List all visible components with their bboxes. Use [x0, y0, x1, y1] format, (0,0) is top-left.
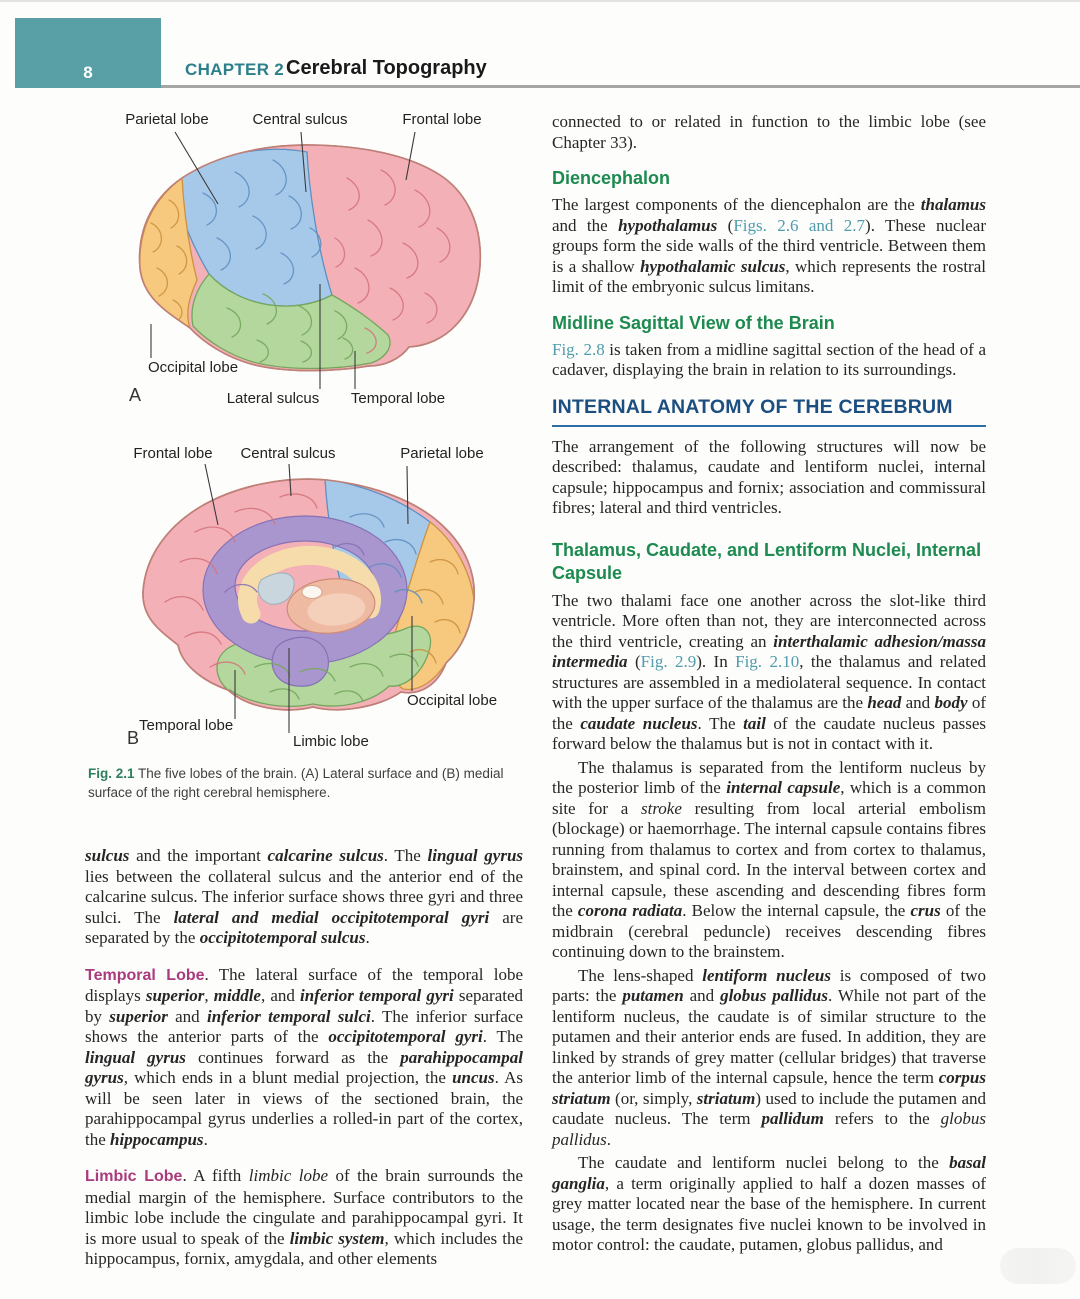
text-segment: separated by: [85, 986, 524, 1026]
text-segment: refers to the: [823, 1109, 941, 1128]
label-temporal-lobe-b: Temporal lobe: [139, 717, 234, 734]
paragraph-lentiform-nucleus: [552, 966, 986, 1151]
text-segment: , the thalamus and related structures are assembled in a mediolateral sequence. In contact with the upper surface of the thalamus are the: [552, 652, 987, 712]
text-segment: and: [167, 1006, 207, 1026]
text-segment: superior: [145, 986, 205, 1005]
heading-diencephalon: Diencephalon: [552, 168, 671, 188]
figure-cross-reference-link[interactable]: Fig. 2.8: [552, 339, 605, 359]
text-segment: inferior temporal gyri: [299, 986, 454, 1005]
text-segment: ). In: [696, 652, 736, 671]
text-segment: caudate nucleus: [580, 713, 698, 733]
text-segment: of the midbrain (cerebral peduncle) receives descending fibres continuing down to the brainstem.: [552, 901, 986, 961]
text-segment: basal ganglia: [552, 1153, 986, 1193]
text-segment: interthalamic adhesion/massa intermedia: [552, 631, 986, 671]
text-segment: ,: [204, 986, 214, 1005]
text-segment: limbic system: [289, 1228, 385, 1248]
text-segment: limbic lobe: [248, 1166, 328, 1185]
paragraph-lead-in: Limbic Lobe: [85, 1168, 183, 1185]
text-segment: calcarine sulcus: [267, 846, 384, 865]
text-segment: striatum: [696, 1088, 756, 1108]
text-segment: lentiform nucleus: [702, 965, 831, 985]
text-segment: and the: [552, 215, 619, 235]
label-frontal-lobe-b: Frontal lobe: [133, 445, 213, 462]
paragraph-sulcus-continuation: [85, 846, 523, 949]
text-segment: . As will be seen later in views of the sectioned brain, the parahippocampal gyrus underlies a rolled-in part of the cortex, the: [85, 1068, 523, 1149]
text-segment: , which is a common site for a: [552, 778, 986, 818]
figure-cross-reference-link[interactable]: Fig. 2.9: [640, 652, 697, 671]
text-segment: lateral and medial occipitotemporal gyri: [173, 907, 490, 927]
text-segment: and: [901, 693, 935, 712]
label-frontal-lobe: Frontal lobe: [402, 111, 482, 128]
text-segment: putamen: [622, 986, 684, 1005]
text-segment: . The: [383, 846, 428, 865]
label-parietal-lobe: Parietal lobe: [125, 111, 209, 128]
left-text-column: [85, 846, 523, 1286]
watermark: [1000, 1248, 1076, 1284]
label-limbic-lobe-b: Limbic lobe: [293, 733, 369, 750]
panel-letter-a: A: [129, 385, 142, 405]
label-lateral-sulcus: Lateral sulcus: [226, 390, 320, 407]
page-top-edge: [0, 0, 1080, 2]
heading-internal-anatomy: INTERNAL ANATOMY OF THE CEREBRUM: [552, 396, 986, 427]
paragraph-temporal-lobe: [85, 965, 523, 1151]
label-central-sulcus: Central sulcus: [252, 111, 348, 128]
text-segment: continues forward as the: [185, 1047, 401, 1067]
text-segment: . Below the internal capsule, the: [682, 901, 911, 920]
brain-medial: [143, 479, 474, 710]
text-segment: and the important: [129, 846, 268, 865]
text-segment: , which includes the hippocampus, fornix, amygdala, and other elements: [85, 1228, 524, 1268]
text-segment: occipitotemporal sulcus: [199, 928, 366, 947]
text-segment: . While not part of the lentiform nucleus, the caudate is of similar structure to the putamen and their anterior ends are fused. In addition, they are linked by strands of grey matter (cellular bridges) that traverse the anterior limb of the internal capsule, hence the term: [552, 986, 987, 1087]
paragraph-diencephalon: [552, 195, 986, 298]
header-rule: [15, 85, 1080, 88]
text-segment: .: [365, 928, 370, 947]
text-segment: hypothalamic sulcus: [640, 256, 786, 276]
label-central-sulcus-b: Central sulcus: [240, 445, 336, 462]
figure-a-lateral-brain-diagram: [85, 108, 535, 408]
text-segment: , a term originally applied to half a dozen masses of grey matter located near the base of the hemisphere. In current usage, the term designates five nuclei known to be involved in motor control: the caudate, putamen, globus pallidus, and: [552, 1173, 986, 1254]
paragraph-limbic-lobe: [85, 1166, 523, 1270]
text-segment: pallidum: [761, 1109, 824, 1128]
paragraph-lead-in: Temporal Lobe: [85, 966, 205, 984]
text-segment: occipitotemporal gyri: [328, 1027, 483, 1046]
text-segment: (: [717, 215, 734, 235]
text-segment: of the brain surrounds the medial margin of the hemisphere. Surface contributors to the limbic lobe include the cingulate and parahippocampal gyri. It is more usual to speak of the: [85, 1166, 524, 1248]
text-segment: sulcus: [85, 846, 130, 865]
text-segment: is composed of two parts: the: [552, 965, 987, 1005]
text-segment: parahippocampal gyrus: [85, 1047, 524, 1087]
text-segment: middle: [213, 986, 261, 1005]
text-segment: corpus striatum: [552, 1068, 986, 1108]
brain-lateral: [140, 145, 481, 371]
text-segment: of the: [552, 693, 986, 733]
text-segment: . The: [482, 1027, 523, 1046]
text-segment: , which ends in a blunt medial projection, the: [123, 1068, 453, 1087]
text-segment: corona radiata: [577, 901, 683, 920]
text-segment: . The lateral surface of the temporal lobe displays: [85, 964, 523, 1005]
text-segment: The lens-shaped: [578, 965, 703, 985]
text-segment: .: [606, 1129, 612, 1149]
text-segment: (: [627, 652, 641, 671]
figure-b-medial-brain-diagram: [85, 442, 535, 762]
text-segment: globus pallidus: [720, 986, 828, 1005]
text-segment: stroke: [640, 798, 682, 818]
text-segment: ) used to include the putamen and caudate nucleus. The term: [552, 1088, 986, 1128]
text-segment: The arrangement of the following structures will now be described: thalamus, caudate and lentiform nuclei, internal capsule; hippocampus and fornix; association and commissural fibres; lateral and third ventricles.: [552, 436, 986, 517]
label-temporal-lobe: Temporal lobe: [350, 390, 446, 407]
text-segment: The thalamus is separated from the lentiform nucleus by the posterior limb of the: [552, 757, 986, 797]
text-segment: inferior temporal sulci: [206, 1006, 371, 1026]
text-segment: lingual gyrus: [427, 846, 524, 865]
page-number: 8: [83, 63, 93, 82]
paragraph-midline: [552, 340, 986, 381]
paragraph-arrangement: [552, 437, 986, 519]
figure-cross-reference-link[interactable]: Fig. 2.10: [735, 652, 800, 671]
text-segment: resulting from local arterial embolism (blockage) or haemorrhage. The internal capsule contains fibres running from thalamus to cortex and from cortex to thalamus, brainstem, and spinal cord. In the interval between cortex and internal capsule, these ascending and descending fibres form the: [552, 798, 986, 920]
text-segment: of the caudate nucleus passes forward below the thalamus but is not in contact with it.: [552, 713, 987, 753]
text-segment: tail: [743, 713, 766, 733]
text-segment: The largest components of the diencephalon are the: [552, 195, 921, 214]
right-text-column: [552, 112, 986, 1259]
text-segment: lies between the collateral sulcus and the anterior end of the calcarine sulcus. The inferior surface shows three gyri and three sulci. The: [85, 866, 523, 927]
text-segment: . The: [697, 713, 744, 733]
heading-thalamus-caudate: Thalamus, Caudate, and Lentiform Nuclei, Internal Capsule: [552, 539, 982, 583]
figure-caption: [88, 765, 522, 802]
text-segment: .: [203, 1129, 208, 1149]
text-segment: internal capsule: [726, 778, 841, 797]
parahippocampal-hook: [272, 637, 328, 686]
chapter-title: Cerebral Topography: [286, 57, 487, 79]
text-segment: . A fifth: [182, 1166, 249, 1185]
label-parietal-lobe-b: Parietal lobe: [400, 445, 484, 462]
chapter-label: CHAPTER 2: [185, 60, 285, 79]
text-segment: crus: [910, 901, 941, 920]
text-segment: , which represents the rostral limit of the embryonic sulcus limitans.: [552, 256, 986, 296]
paragraph-intro-continuation: [552, 112, 986, 153]
text-segment: hippocampus: [110, 1129, 204, 1149]
text-segment: is taken from a midline sagittal section of the head of a cadaver, displaying the brain in relation to its surroundings.: [552, 339, 986, 379]
text-segment: are separated by the: [85, 907, 523, 947]
text-segment: The caudate and lentiform nuclei belong to the: [578, 1153, 950, 1172]
text-segment: thalamus: [920, 195, 986, 214]
text-segment: ). These nuclear groups form the side walls of the third ventricle. Between them is a shallow: [552, 215, 986, 276]
text-segment: lingual gyrus: [85, 1047, 186, 1067]
paragraph-thalami: [552, 591, 986, 755]
text-segment: uncus: [452, 1068, 495, 1087]
label-occipital-lobe-b: Occipital lobe: [407, 692, 498, 709]
text-segment: and: [683, 986, 721, 1005]
interventricular-foramen: [302, 586, 322, 599]
page-number-tab: [15, 18, 161, 88]
label-occipital-lobe: Occipital lobe: [148, 359, 239, 376]
figure-caption-text: The five lobes of the brain. (A) Lateral surface and (B) medial surface of the right cerebral hemisphere.: [88, 766, 504, 800]
text-segment: superior: [109, 1006, 168, 1026]
text-segment: connected to or related in function to the limbic lobe (see Chapter 33).: [552, 112, 986, 152]
text-segment: (or, simply,: [610, 1088, 697, 1108]
paragraph-basal-ganglia: [552, 1153, 986, 1256]
figure-cross-reference-link[interactable]: Figs. 2.6 and 2.7: [733, 215, 866, 235]
paragraph-internal-capsule: [552, 758, 986, 963]
text-segment: , and: [260, 986, 300, 1005]
heading-midline-sagittal: Midline Sagittal View of the Brain: [552, 312, 835, 333]
text-segment: head: [867, 693, 902, 712]
text-segment: The two thalami face one another across the slot-like third ventricle. More often than not, they are interconnected across the third ventricle, creating an: [552, 590, 986, 651]
panel-letter-b: B: [127, 728, 140, 748]
text-segment: hypothalamus: [618, 215, 718, 235]
text-segment: globus pallidus: [552, 1109, 986, 1149]
text-segment: body: [934, 693, 968, 712]
figure-caption-label: Fig. 2.1: [88, 766, 135, 781]
text-segment: . The inferior surface shows the anterior parts of the: [85, 1006, 524, 1046]
